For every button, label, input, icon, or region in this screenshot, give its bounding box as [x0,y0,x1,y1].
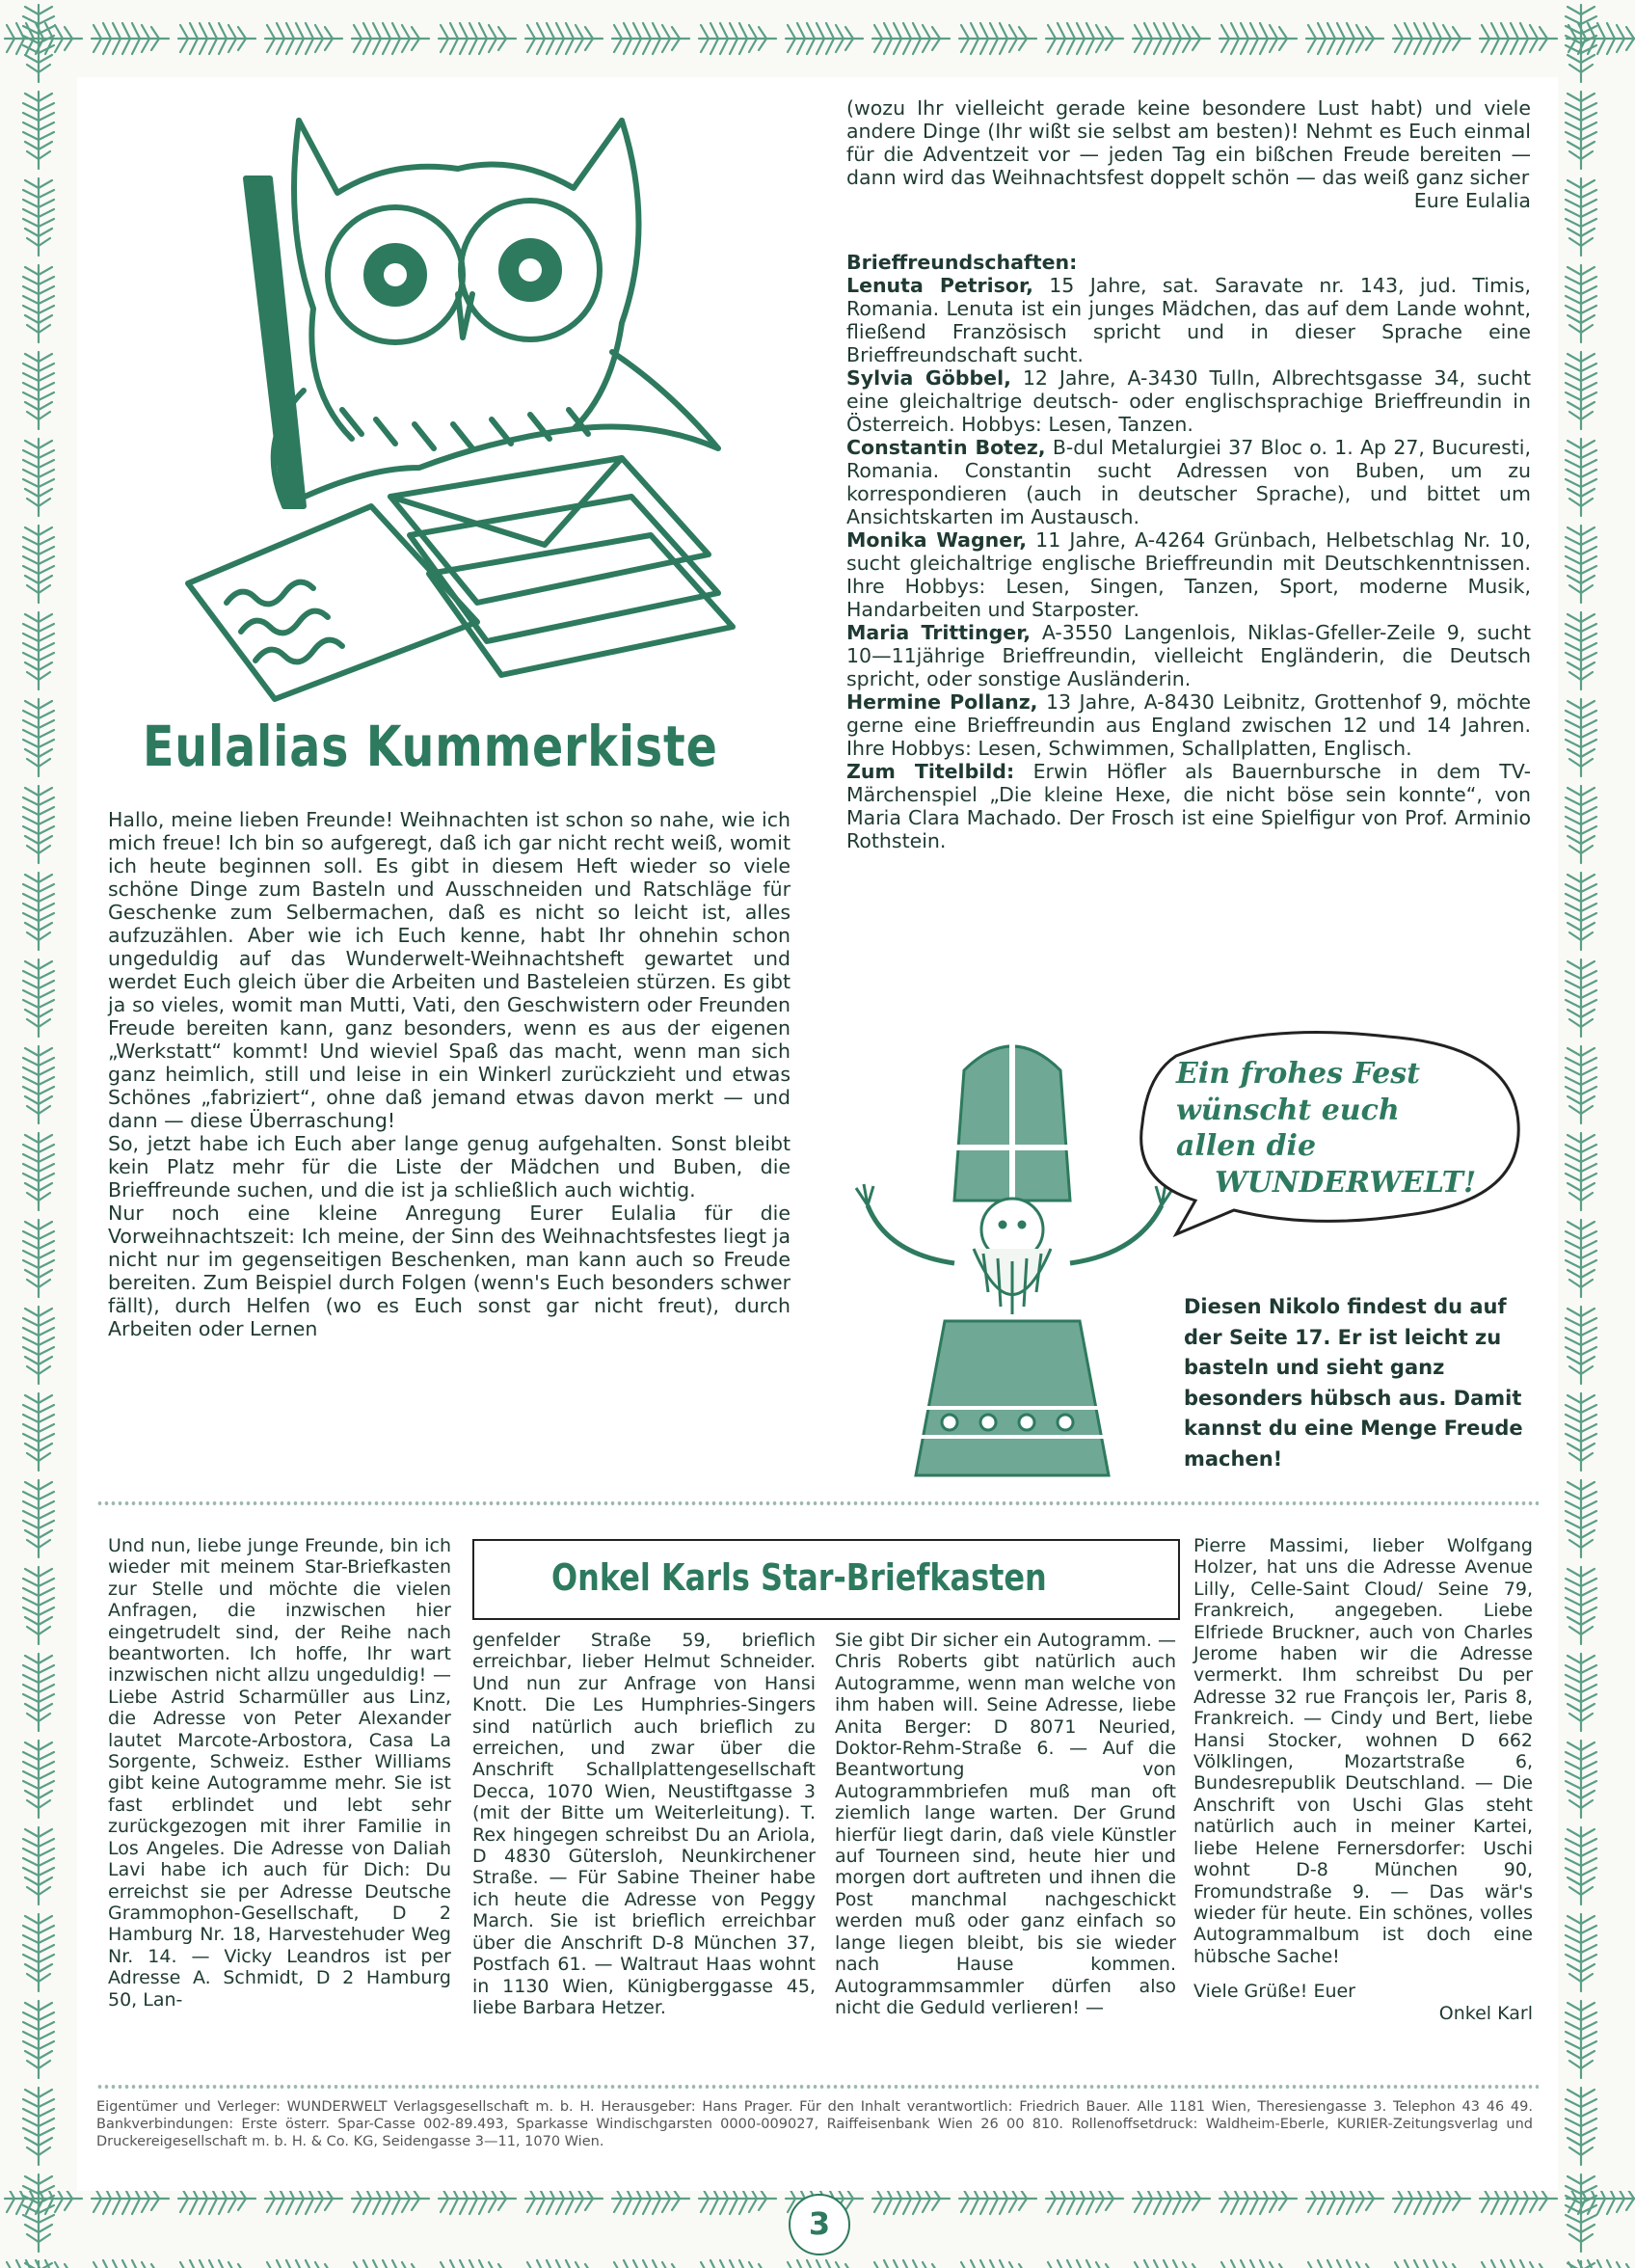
owl-illustration [169,101,766,718]
pen-pal-entry: Maria Trittinger, A-3550 Langenlois, Niklas-Gfeller-Zeile 9, sucht 10—11jährige Brieffreundin, vielleicht Engländerin, die Deutsch spricht, oder sonstige Ausländerin. [846,620,1531,690]
page-number: 3 [789,2194,850,2255]
cover-photo-note: Zum Titelbild: Erwin Höfler als Bauernbursche in dem TV-Märchenspiel „Die kleine Hexe, die nicht böse sein konnte“, von Maria Clara Machado. Der Frosch ist eine Spielfigur von Prof. Arminio Rothstein. [846,759,1531,852]
karl-title: Onkel Karls Star-Briefkasten [551,1556,1047,1599]
eulalia-paragraph: Hallo, meine lieben Freunde! Weihnachten ist schon so nahe, wie ich mich freue! Ich bin so aufgeregt, daß ich gar nicht recht weiß, womit ich heute beginnen soll. Es gibt in diesem Heft wieder so viele schöne Dinge zum Basteln und Ausschneiden und Ratschläge für Geschenke zum Selbermachen, daß es nicht so leicht ist, alles aufzuzählen. Aber wie ich Euch kenne, habt Ihr ohnehin schon ungeduldig auf das Wunderwelt-Weihnachtsheft gewartet und werdet Euch gleich über die Arbeiten und Basteleien stürzen. Es gibt ja so vieles, womit man Mutti, Vati, den Geschwistern oder Freunden Freude bereiten kann, ganz besonders, wenn es aus der eigenen „Werkstatt“ kommt! Und wieviel Spaß das macht, wenn man sich ganz heimlich, still und leise in ein Winkerl zurückzieht und etwas Schönes „fabriziert“, ohne daß jemand etwas davon merkt — und dann — diese Überraschung! [108,808,791,1132]
eulalia-right-column [846,96,1531,852]
pen-pal-entry: Monika Wagner, 11 Jahre, A-4264 Grünbach, Helbetschlag Nr. 10, sucht gleichaltrige englische Brieffreundin mit Deutschkenntnissen. Ihre Hobbys: Lesen, Singen, Tanzen, Sport, moderne Musik, Handarbeiten und Starposter. [846,527,1531,621]
pen-pal-entry: Sylvia Göbbel, 12 Jahre, A-3430 Tulln, Albrechtsgasse 34, sucht eine gleichaltrige deutsch- oder englischsprachige Brieffreundin in Österreich. Hobbys: Lesen, Tanzen. [846,365,1532,436]
bubble-line: WUNDERWELT! [1215,1165,1477,1200]
bubble-text [1176,1056,1494,1201]
eulalia-paragraph: Nur noch eine kleine Anregung Eurer Eulalia für die Vorweihnachtszeit: Ich meine, der Sinn des Weihnachtsfestes liegt ja nicht nur im gegenseitigen Beschenken, man kann auch so Freude bereiten. Zum Beispiel durch Folgen (wenn's Euch besonders schwer fällt), durch Helfen (wo es Euch sonst gar nicht freut), durch Arbeiten oder Lernen [108,1201,791,1340]
eulalia-left-column [108,808,791,1340]
pen-pal-name: Sylvia Göbbel, [846,365,1011,390]
pen-pal-name: Maria Trittinger, [846,620,1032,644]
karl-signature: Onkel Karl [1438,2002,1533,2024]
pen-pals-heading: Brieffreundschaften: [846,250,1078,274]
eulalia-paragraph: So, jetzt habe ich Euch aber lange genug aufgehalten. Sonst bleibt kein Platz mehr für die Liste der Mädchen und Buben, die Brieffreunde suchen, und die ist ja schließlich auch wichtig. [108,1131,791,1202]
pen-pal-entry: Constantin Botez, B-dul Metalurgiei 37 Bloc o. 1. Ap 27, Bucuresti, Romania. Constantin sucht Adressen von Buben, um zu korrespondieren (auch in deutscher Sprache), und bittet um Ansichtskarten im Austausch. [846,435,1532,528]
eulalia-title: Eulalias Kummerkiste [143,714,718,779]
section-divider [96,1499,1539,1507]
eulalia-intro: (wozu Ihr vielleicht gerade keine besondere Lust habt) und viele andere Dinge (Ihr wißt sie selbst am besten)! Nehmt es Euch einmal für die Adventzeit vor — jeden Tag ein bißchen Freude bereiten — dann wird das Weihnachtsfest doppelt schön — das weiß ganz sicher [846,96,1531,189]
eulalia-signature: Eure Eulalia [1413,188,1531,212]
karl-column-4: Pierre Massimi, lieber Wolfgang Holzer, hat uns die Adresse Avenue Lilly, Celle-Saint Cloud/ Seine 79, Frankreich, angegeben. Liebe Elfriede Bruckner, auch von Charles Jerome haben wir die Adresse vermerkt. Ihm schreibst Du per Adresse 32 rue François ler, Paris 8, Frankreich. — Cindy und Bert, liebe Hansi Stocker, wohnen D 662 Völklingen, Mozartstraße 6, Bundesrepublik Deutschland. — Die Anschrift von Uschi Glas steht natürlich auch in meiner Kartei, liebe Helene Fernersdorfer: Uschi wohnt D-8 München 90, Fromundstraße 9. — Das wär's wieder für heute. Ein schönes, volles Autogrammalbum ist doch eine hübsche Sache! Viele Grüße! Euer Onkel Karl [1193,1535,1533,2024]
pen-pal-name: Hermine Pollanz, [846,689,1038,714]
karl-column-1: Und nun, liebe junge Freunde, bin ich wieder mit meinem Star-Briefkasten zur Stelle und möchte die vielen Anfragen, die inzwischen hier eingetrudelt sind, der Reihe nach beantworten. Ich hoffe, Ihr wart inzwischen nicht allzu ungeduldig! — Liebe Astrid Scharmüller aus Linz, die Adresse von Peter Alexander lautet Marcote-Arbostora, Casa La Sorgente, Schweiz. Esther Williams gibt keine Autogramme mehr. Sie ist fast erblindet und lebt sehr zurückgezogen mit ihrer Familie in Los Angeles. Die Adresse von Daliah Lavi habe ich auch für Dich: Du erreichst sie per Adresse Deutsche Grammophon-Gesellschaft, D 2 Hamburg Nr. 18, Harvestehuder Weg Nr. 14. — Vicky Leandros ist per Adresse A. Schmidt, D 2 Hamburg 50, Lan- [108,1535,451,2011]
imprint: Eigentümer und Verleger: WUNDERWELT Verlagsgesellschaft m. b. H. Herausgeber: Hans Prager. Für den Inhalt verantwortlich: Friedrich Bauer. Alle 1181 Wien, Theresiengasse 3. Telephon 43 46 49. Bankverbindungen: Erste österr. Spar-Casse 002-89.493, Sparkasse Windischgarsten 0000-009027, Raiffeisenbank Wien 26 00 810. Rollenoffsetdruck: Waldheim-Eberle, KURIER-Zeitungsverlag und Druckereigesellschaft m. b. H. & Co. KG, Seidengasse 3—11, 1070 Wien. [96,2099,1533,2150]
karl-title-box [472,1539,1180,1620]
imprint-divider [96,2083,1539,2091]
pen-pal-name: Monika Wagner, [846,527,1028,552]
karl-column-3: Sie gibt Dir sicher ein Autogramm. — Chris Roberts gibt natürlich auch Autogramme, wenn man welche von ihm haben will. Seine Adresse, liebe Anita Berger: D 8071 Neuried, Doktor-Rehm-Straße 6. — Auf die Beantwortung von Autogrammbriefen muß man oft ziemlich lange warten. Der Grund hierfür liegt darin, daß viele Künstler auf Tourneen sind, heute hier und morgen dort auftreten und ihnen die Post manchmal nachgeschickt werden muß oder ganz einfach so lange liegen bleibt, bis sie wieder nach Hause kommen. Autogrammsammler dürfen also nicht die Geduld verlieren! — [835,1630,1176,2018]
pen-pal-entry: Lenuta Petrisor, 15 Jahre, sat. Saravate nr. 143, jud. Timis, Romania. Lenuta ist ein junges Mädchen, das auf dem Lande wohnt, fließend Französisch spricht und in dieser Sprache eine Brieffreundschaft sucht. [846,273,1531,366]
bubble-line: Ein frohes Fest [1176,1057,1420,1091]
pen-pal-name: Lenuta Petrisor, [846,273,1033,297]
pen-pal-name: Zum Titelbild: [846,759,1015,783]
bubble-line: allen die [1176,1129,1317,1163]
bubble-line: wünscht euch [1176,1093,1400,1127]
karl-column-2: genfelder Straße 59, brieflich erreichbar, lieber Helmut Schneider. Und nun zur Anfrage von Hansi Knott. Die Les Humphries-Singers sind natürlich auch brieflich zu erreichen, und zwar über die Anschrift Schallplattengesellschaft Decca, 1070 Wien, Neustiftgasse 3 (mit der Bitte um Weiterleitung). T. Rex hingegen schreibst Du an Ariola, D 4830 Gütersloh, Neunkirchener Straße. — Für Sabine Theiner habe ich heute die Adresse von Peggy March. Sie ist brieflich erreichbar über die Anschrift D-8 München 37, Postfach 61. — Waltraut Haas wohnt in 1130 Wien, Künigberggasse 45, liebe Barbara Hetzer. [472,1630,816,2018]
pen-pal-name: Constantin Botez, [846,435,1046,459]
pen-pal-entry: Hermine Pollanz, 13 Jahre, A-8430 Leibnitz, Grottenhof 9, möchte gerne eine Brieffreundin aus England zwischen 12 und 14 Jahren. Ihre Hobbys: Lesen, Schwimmen, Schallplatten, Englisch. [846,689,1531,760]
nikolo-caption: Diesen Nikolo findest du auf der Seite 17. Er ist leicht zu basteln und sieht ganz besonders hübsch aus. Damit kannst du eine Menge Freude machen! [1184,1295,1523,1471]
karl-greeting: Viele Grüße! Euer [1193,1981,1355,2003]
